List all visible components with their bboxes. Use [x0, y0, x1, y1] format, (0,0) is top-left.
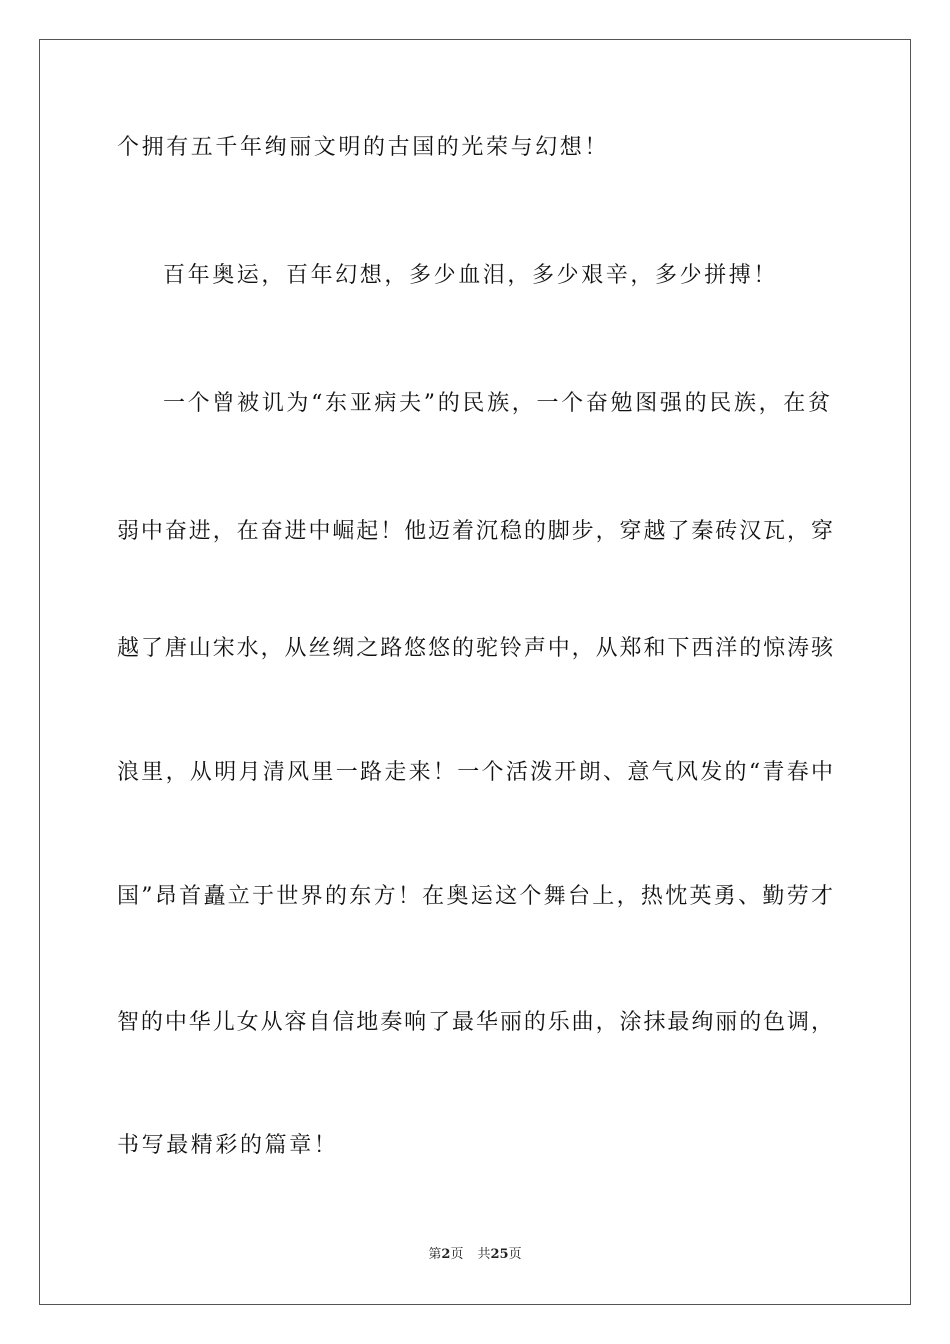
page-prefix: 第 [428, 1247, 442, 1262]
total-suffix: 页 [508, 1247, 522, 1262]
total-pages: 25 [490, 1247, 509, 1262]
body-line-9: 书写最精彩的篇章！ [117, 1133, 339, 1158]
total-prefix: 共 [477, 1247, 491, 1262]
page-suffix: 页 [450, 1247, 464, 1262]
page-footer [0, 1246, 950, 1264]
body-line-3: 一个曾被讥为“东亚病夫”的民族，一个奋勉图强的民族，在贫 [163, 391, 830, 416]
body-line-1: 个拥有五千年绚丽文明的古国的光荣与幻想！ [117, 135, 610, 160]
body-line-4: 弱中奋进，在奋进中崛起！他迈着沉稳的脚步，穿越了秦砖汉瓦，穿 [117, 519, 833, 544]
body-line-8: 智的中华儿女从容自信地奏响了最华丽的乐曲，涂抹最绚丽的色调， [117, 1010, 833, 1035]
body-line-7: 国”昂首矗立于世界的东方！在奥运这个舞台上，热忱英勇、勤劳才 [117, 884, 833, 909]
body-line-6: 浪里，从明月清风里一路走来！一个活泼开朗、意气风发的“青春中 [117, 760, 833, 785]
body-line-5: 越了唐山宋水，从丝绸之路悠悠的驼铃声中，从郑和下西洋的惊涛骇 [117, 636, 833, 661]
page-number: 2 [441, 1247, 451, 1262]
page-border [39, 39, 911, 1305]
body-line-2: 百年奥运，百年幻想，多少血泪，多少艰辛，多少拼搏！ [163, 263, 779, 288]
